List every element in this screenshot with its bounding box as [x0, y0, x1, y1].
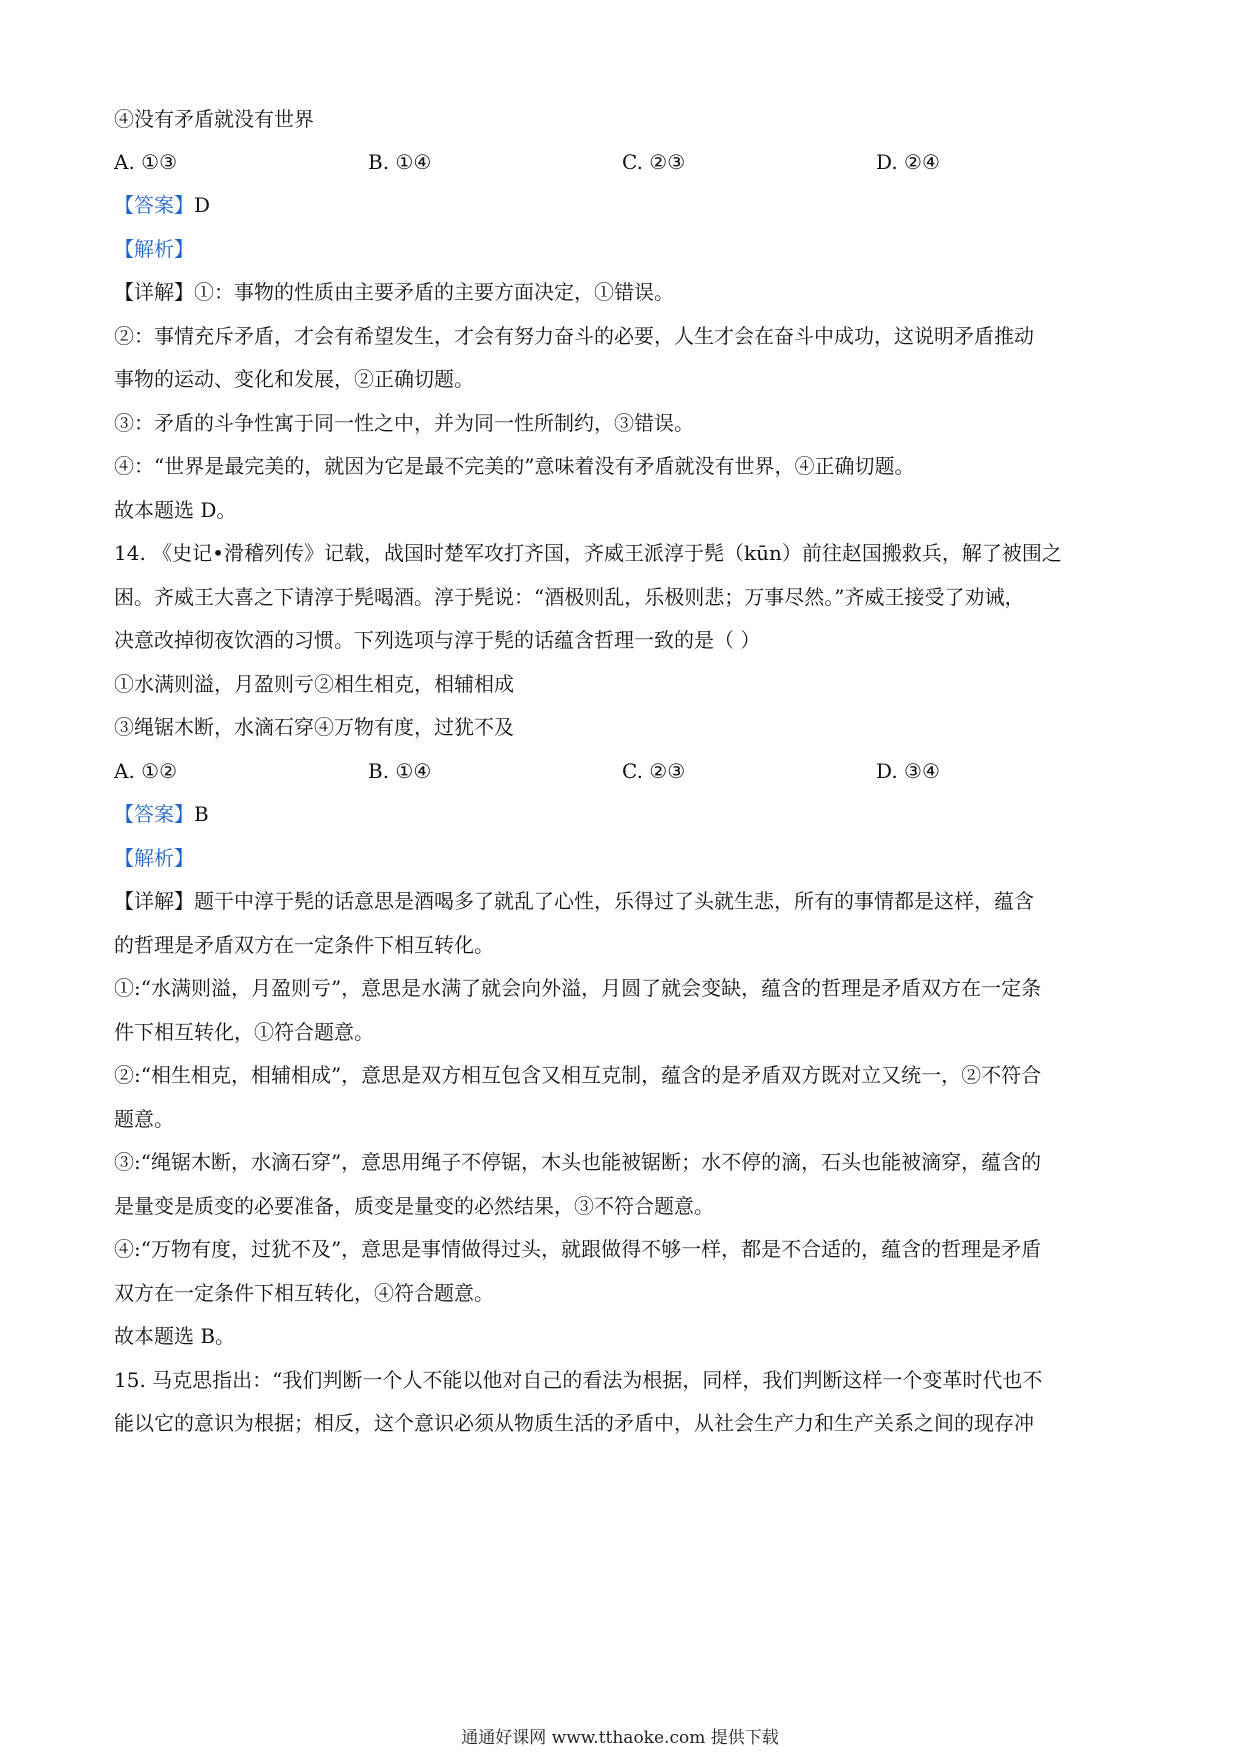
q13-answer [114, 190, 1134, 220]
q14-detail-line: 的哲理是矛盾双方在一定条件下相互转化。 [114, 933, 494, 957]
answer-tag: 【答案】 [114, 193, 194, 217]
analysis-tag: 【解析】 [114, 237, 194, 261]
q15-stem-line: 15. 马克思指出：“我们判断一个人不能以他对自己的看法为根据，同样，我们判断这样一个变革时代也不 [114, 1368, 1043, 1392]
q14-stem-line: 14. 《史记•滑稽列传》记载，战国时楚军攻打齐国，齐威王派淳于髡（kūn）前往赵国搬救兵，解了被围之 [114, 541, 1062, 565]
q14-detail-line: ③:“绳锯木断，水滴石穿”，意思用绳子不停锯，木头也能被锯断；水不停的滴，石头也能被滴穿，蕴含的 [114, 1150, 1042, 1174]
q13-option-c: C. ②③ [622, 150, 686, 174]
q13-analysis [114, 234, 1134, 264]
q14-options [114, 756, 1134, 786]
q14-option-a: A. ①② [114, 759, 178, 783]
q13-detail-line: ③：矛盾的斗争性寓于同一性之中，并为同一性所制约，③错误。 [114, 411, 694, 435]
q14-analysis [114, 843, 1134, 873]
q13-option-b: B. ①④ [368, 150, 432, 174]
q13-item-4: ④没有矛盾就没有世界 [114, 107, 314, 131]
page-footer: 通通好课网 www.tthaoke.com 提供下载 [461, 1728, 779, 1748]
q14-conclusion: 故本题选 B。 [114, 1324, 236, 1348]
q14-detail-line: ①:“水满则溢，月盈则亏”，意思是水满了就会向外溢，月圆了就会变缺，蕴含的哲理是矛盾双方在一定条 [114, 976, 1042, 1000]
q14-option-b: B. ①④ [368, 759, 432, 783]
q13-detail-line: 【详解】①：事物的性质由主要矛盾的主要方面决定，①错误。 [114, 280, 674, 304]
q14-detail-line: ④:“万物有度，过犹不及”，意思是事情做得过头，就跟做得不够一样，都是不合适的，蕴含的哲理是矛盾 [114, 1237, 1042, 1261]
q14-option-c: C. ②③ [622, 759, 686, 783]
q14-option-d: D. ③④ [876, 759, 940, 783]
q14-items-line: ③绳锯木断，水滴石穿④万物有度，过犹不及 [114, 715, 514, 739]
q13-option-a: A. ①③ [114, 150, 178, 174]
answer-value: B [194, 802, 209, 826]
q13-detail-line: ②：事情充斥矛盾，才会有希望发生，才会有努力奋斗的必要，人生才会在奋斗中成功，这说明矛盾推动 [114, 324, 1034, 348]
q13-conclusion: 故本题选 D。 [114, 498, 237, 522]
q14-stem-line: 决意改掉彻夜饮酒的习惯。下列选项与淳于髡的话蕴含哲理一致的是（ ） [114, 628, 761, 652]
q14-detail-line: ②:“相生相克，相辅相成”，意思是双方相互包含又相互克制，蕴含的是矛盾双方既对立又统一，②不符合 [114, 1063, 1042, 1087]
q14-detail-line: 题意。 [114, 1107, 174, 1131]
q14-detail-line: 件下相互转化，①符合题意。 [114, 1020, 374, 1044]
q14-items-line: ①水满则溢，月盈则亏②相生相克，相辅相成 [114, 672, 514, 696]
q14-detail-line: 双方在一定条件下相互转化，④符合题意。 [114, 1281, 494, 1305]
answer-value: D [194, 193, 211, 217]
q14-stem-line: 困。齐威王大喜之下请淳于髡喝酒。淳于髡说：“酒极则乱，乐极则悲；万事尽然。”齐威王接受了劝诫， [114, 585, 1025, 609]
q14-detail-line: 是量变是质变的必要准备，质变是量变的必然结果，③不符合题意。 [114, 1194, 714, 1218]
answer-tag: 【答案】 [114, 802, 194, 826]
q14-detail-line: 【详解】题干中淳于髡的话意思是酒喝多了就乱了心性，乐得过了头就生悲，所有的事情都是这样，蕴含 [114, 889, 1034, 913]
q13-detail-line: ④：“世界是最完美的，就因为它是最不完美的”意味着没有矛盾就没有世界，④正确切题。 [114, 454, 915, 478]
q14-answer [114, 799, 1134, 829]
q13-option-d: D. ②④ [876, 150, 940, 174]
q15-stem-line: 能以它的意识为根据；相反，这个意识必须从物质生活的矛盾中，从社会生产力和生产关系之间的现存冲 [114, 1411, 1034, 1435]
q13-options [114, 147, 1134, 177]
q13-detail-line: 事物的运动、变化和发展，②正确切题。 [114, 367, 474, 391]
analysis-tag: 【解析】 [114, 846, 194, 870]
